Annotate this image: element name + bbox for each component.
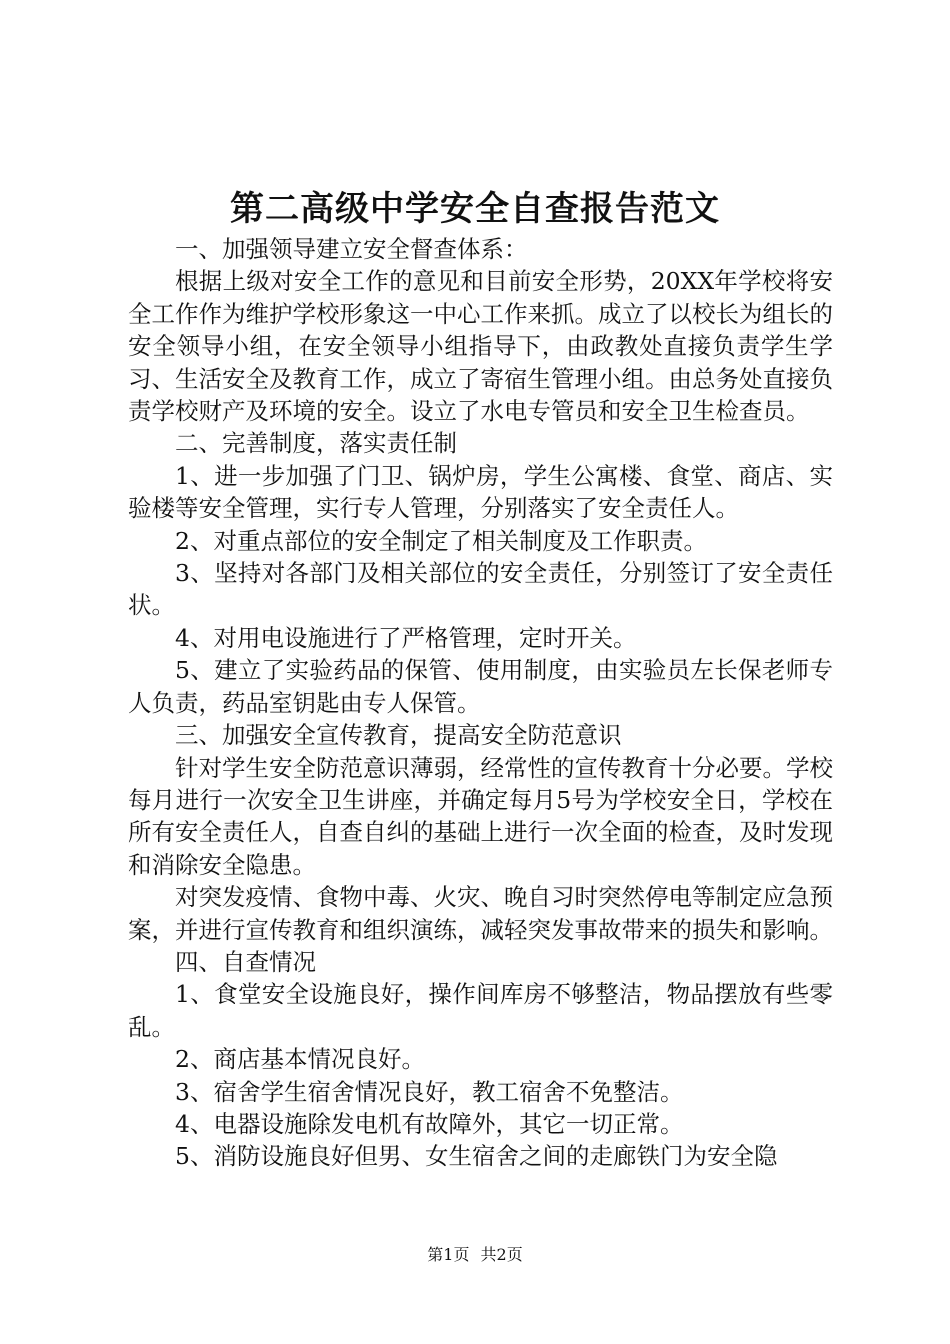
list-item: 2、商店基本情况良好。	[175, 1045, 425, 1074]
document-body	[128, 233, 833, 1173]
list-item: 4、对用电设施进行了严格管理，定时开关。	[175, 623, 637, 652]
page-number: 第1页	[427, 1245, 470, 1264]
list-item: 5、建立了实验药品的保管、使用制度，由实验员左长保老师专人负责，药品室钥匙由专人保管。	[128, 656, 833, 717]
section-heading-3: 三、加强安全宣传教育，提高安全防范意识	[175, 721, 622, 750]
list-item: 1、食堂安全设施良好，操作间库房不够整洁，物品摆放有些零乱。	[128, 980, 833, 1041]
paragraph: 根据上级对安全工作的意见和目前安全形势，20XX年学校将安全工作作为维护学校形象这一中心工作来抓。成立了以校长为组长的安全领导小组，在安全领导小组指导下，由政教处直接负责学生学习、生活安全及教育工作，成立了寄宿生管理小组。由总务处直接负责学校财产及环境的安全。设立了水电专管员和安全卫生检查员。	[128, 267, 833, 426]
list-item: 3、宿舍学生宿舍情况良好，教工宿舍不免整洁。	[175, 1077, 684, 1106]
page-total: 共2页	[480, 1245, 523, 1264]
list-item: 4、电器设施除发电机有故障外，其它一切正常。	[175, 1109, 684, 1138]
section-heading-2: 二、完善制度，落实责任制	[175, 429, 457, 458]
list-item: 1、进一步加强了门卫、锅炉房，学生公寓楼、食堂、商店、实验楼等安全管理，实行专人管理，分别落实了安全责任人。	[128, 461, 833, 523]
document-title: 第二高级中学安全自查报告范文	[230, 189, 720, 229]
section-heading-1: 一、加强领导建立安全督查体系：	[175, 235, 528, 263]
section-heading-4: 四、自查情况	[175, 947, 316, 976]
paragraph: 针对学生安全防范意识薄弱，经常性的宣传教育十分必要。学校每月进行一次安全卫生讲座，并确定每月5号为学校安全日，学校在所有安全责任人，自查自纠的基础上进行一次全面的检查，及时发现和消除安全隐患。	[128, 753, 833, 879]
page-footer	[0, 1245, 950, 1265]
list-item: 2、对重点部位的安全制定了相关制度及工作职责。	[175, 526, 707, 555]
paragraph: 对突发疫情、食物中毒、火灾、晚自习时突然停电等制定应急预案，并进行宣传教育和组织演练，减轻突发事故带来的损失和影响。	[128, 883, 833, 944]
list-item: 5、消防设施良好但男、女生宿舍之间的走廊铁门为安全隐	[175, 1142, 778, 1171]
list-item: 3、坚持对各部门及相关部位的安全责任，分别签订了安全责任状。	[128, 559, 833, 620]
